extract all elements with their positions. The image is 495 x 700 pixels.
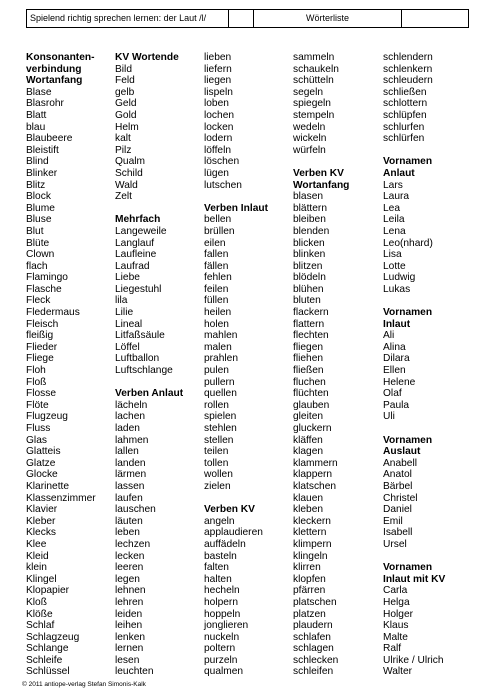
spacer — [115, 203, 183, 215]
word-entry: liefern — [204, 63, 232, 75]
word-entry: lügen — [204, 167, 229, 179]
word-entry: Walter — [383, 666, 413, 678]
word-entry: Fleck — [26, 295, 51, 307]
word-entry: Schild — [115, 167, 143, 179]
word-entry: Helm — [115, 121, 139, 133]
word-entry: schlüpfen — [383, 109, 427, 121]
header-title: Spielend richtig sprechen lernen: der Laut /l/ — [27, 10, 229, 27]
word-entry: liegen — [204, 75, 232, 87]
word-entry: klirren — [293, 562, 321, 574]
word-entry: fehlen — [204, 272, 232, 284]
word-entry: stehlen — [204, 423, 237, 434]
word-entry: poltern — [204, 643, 236, 655]
word-entry: füllen — [204, 295, 229, 307]
spacer — [204, 493, 268, 505]
word-entry: schlürfen — [383, 133, 425, 145]
word-entry: Kloß — [26, 596, 47, 608]
word-entry: Liebe — [115, 272, 140, 284]
word-entry: Lea — [383, 202, 400, 214]
spacer — [383, 551, 445, 563]
word-entry: lächeln — [115, 399, 148, 411]
word-entry: Fleisch — [26, 318, 59, 330]
word-entry: blitzen — [293, 260, 323, 272]
word-entry: Isabell — [383, 527, 413, 539]
word-entry: lila — [115, 295, 128, 307]
word-entry: Kleid — [26, 550, 49, 562]
word-entry: rollen — [204, 399, 229, 411]
section-heading: Konsonanten- — [26, 52, 95, 63]
word-entry: Lilie — [115, 307, 134, 319]
word-entry: leihen — [115, 620, 143, 632]
word-entry: Klee — [26, 538, 47, 550]
word-entry: schleudern — [383, 75, 433, 87]
section-heading: Auslaut — [383, 446, 421, 458]
word-entry: plaudern — [293, 620, 333, 632]
word-entry: Zelt — [115, 191, 132, 203]
word-entry: teilen — [204, 446, 229, 458]
word-entry: platzen — [293, 608, 326, 620]
word-entry: Wald — [115, 179, 138, 191]
word-entry: Leo(nhard) — [383, 237, 433, 249]
word-entry: würfeln — [293, 144, 326, 156]
word-entry: pfärren — [293, 585, 326, 597]
word-entry: Bluse — [26, 214, 52, 226]
word-entry: Schleife — [26, 654, 63, 666]
word-entry: hecheln — [204, 585, 240, 597]
word-entry: Fluss — [26, 423, 51, 434]
word-entry: Laufleine — [115, 249, 157, 261]
word-entry: schaukeln — [293, 63, 339, 75]
word-entry: Laufrad — [115, 260, 150, 272]
word-entry: Floh — [26, 365, 46, 377]
section-heading: Verben KV — [293, 167, 344, 179]
word-entry: stellen — [204, 434, 234, 446]
word-entry: lechzen — [115, 538, 151, 550]
word-entry: Anabell — [383, 457, 417, 469]
word-entry: hoppeln — [204, 608, 241, 620]
word-entry: schlendern — [383, 52, 433, 63]
word-entry: Flosse — [26, 388, 57, 400]
word-entry: Daniel — [383, 504, 412, 516]
word-entry: Löffel — [115, 341, 140, 353]
word-entry: Blitz — [26, 179, 46, 191]
word-entry: Blaubeere — [26, 133, 73, 145]
section-heading: Verben Inlaut — [204, 202, 268, 214]
word-entry: lenken — [115, 631, 146, 643]
word-column-5 — [383, 52, 445, 678]
word-entry: Klopapier — [26, 585, 70, 597]
word-entry: lutschen — [204, 179, 242, 191]
spacer — [383, 295, 445, 307]
word-entry: sammeln — [293, 52, 335, 63]
word-entry: zielen — [204, 480, 231, 492]
word-entry: holen — [204, 318, 229, 330]
header-subtitle: Wörterliste — [254, 10, 402, 27]
word-entry: Helga — [383, 596, 410, 608]
word-entry: schlenkern — [383, 63, 433, 75]
word-entry: leeren — [115, 562, 144, 574]
word-entry: legen — [115, 573, 140, 585]
word-entry: Fliege — [26, 353, 54, 365]
word-entry: flechten — [293, 330, 329, 342]
word-entry: Geld — [115, 98, 137, 110]
spacer — [383, 423, 445, 435]
word-entry: lassen — [115, 480, 145, 492]
word-entry: Blase — [26, 86, 52, 98]
section-heading: Verben KV — [204, 504, 255, 516]
word-entry: Lineal — [115, 318, 143, 330]
word-entry: bellen — [204, 214, 232, 226]
word-entry: blenden — [293, 225, 330, 237]
section-heading: Vornamen — [383, 562, 433, 574]
word-entry: Anatol — [383, 469, 412, 481]
word-entry: blödeln — [293, 272, 326, 284]
spacer — [383, 145, 445, 157]
word-entry: wollen — [204, 469, 233, 481]
word-entry: quellen — [204, 388, 237, 400]
word-entry: Emil — [383, 515, 403, 527]
word-entry: Lotte — [383, 260, 406, 272]
word-entry: leben — [115, 527, 140, 539]
word-entry: wickeln — [293, 133, 327, 145]
word-entry: löschen — [204, 156, 240, 168]
word-entry: Feld — [115, 75, 135, 87]
word-entry: wedeln — [293, 121, 326, 133]
word-entry: gleiten — [293, 411, 324, 423]
word-entry: blinken — [293, 249, 326, 261]
word-entry: Klaus — [383, 620, 409, 632]
word-entry: blau — [26, 121, 46, 133]
word-entry: stempeln — [293, 109, 335, 121]
word-entry: Ursel — [383, 538, 407, 550]
word-entry: loben — [204, 98, 229, 110]
word-entry: Glocke — [26, 469, 58, 481]
header-empty-cell — [402, 10, 468, 27]
word-entry: Blatt — [26, 109, 47, 121]
spacer — [293, 156, 349, 168]
word-entry: klingeln — [293, 550, 328, 562]
word-entry: Liegestuhl — [115, 283, 162, 295]
word-entry: Flöte — [26, 399, 49, 411]
word-entry: Schlaf — [26, 620, 55, 632]
word-entry: lärmen — [115, 469, 147, 481]
word-entry: Glas — [26, 434, 47, 446]
section-heading: Vornamen — [383, 307, 433, 319]
word-entry: Ali — [383, 330, 395, 342]
word-entry: Helene — [383, 376, 416, 388]
section-heading: Anlaut — [383, 167, 415, 179]
word-entry: gluckern — [293, 423, 332, 434]
word-entry: flattern — [293, 318, 325, 330]
word-entry: Lisa — [383, 249, 402, 261]
word-entry: feilen — [204, 283, 229, 295]
word-entry: Dilara — [383, 353, 410, 365]
word-entry: blättern — [293, 202, 327, 214]
word-entry: prahlen — [204, 353, 238, 365]
word-entry: klein — [26, 562, 47, 574]
word-entry: fließen — [293, 365, 324, 377]
word-entry: Lars — [383, 179, 403, 191]
word-entry: pullern — [204, 376, 235, 388]
word-entry: brüllen — [204, 225, 235, 237]
word-entry: kleckern — [293, 515, 331, 527]
word-entry: lochen — [204, 109, 235, 121]
word-entry: Blüte — [26, 237, 50, 249]
word-entry: lodern — [204, 133, 233, 145]
word-entry: schlecken — [293, 654, 339, 666]
word-entry: Klecks — [26, 527, 57, 539]
word-entry: nuckeln — [204, 631, 240, 643]
word-entry: malen — [204, 341, 232, 353]
copyright-footer: © 2011 antiope-verlag Stefan Simonis-Kalk — [22, 681, 146, 688]
word-entry: Paula — [383, 399, 410, 411]
word-entry: Clown — [26, 249, 55, 261]
word-entry: Bärbel — [383, 480, 413, 492]
word-entry: löffeln — [204, 144, 232, 156]
word-entry: blasen — [293, 191, 324, 203]
word-entry: lallen — [115, 446, 139, 458]
word-entry: flackern — [293, 307, 329, 319]
word-column-2 — [115, 52, 183, 678]
word-entry: Langeweile — [115, 225, 167, 237]
word-entry: Carla — [383, 585, 408, 597]
word-entry: kläffen — [293, 434, 323, 446]
word-entry: lehren — [115, 596, 144, 608]
word-column-4 — [293, 52, 349, 678]
word-entry: landen — [115, 457, 146, 469]
word-entry: falten — [204, 562, 229, 574]
word-entry: lahmen — [115, 434, 149, 446]
word-entry: fleißig — [26, 330, 54, 342]
word-entry: Langlauf — [115, 237, 155, 249]
word-entry: Klöße — [26, 608, 53, 620]
section-heading: Wortanfang — [26, 75, 83, 87]
word-entry: platschen — [293, 596, 337, 608]
word-column-3 — [204, 52, 268, 678]
word-entry: blühen — [293, 283, 324, 295]
word-entry: spielen — [204, 411, 237, 423]
word-entry: schließen — [383, 86, 427, 98]
section-heading: Inlaut — [383, 318, 411, 330]
word-entry: Blinker — [26, 167, 58, 179]
word-entry: blicken — [293, 237, 325, 249]
word-entry: Holger — [383, 608, 414, 620]
word-entry: Ellen — [383, 365, 406, 377]
word-entry: Bleistift — [26, 144, 59, 156]
word-entry: Lena — [383, 225, 406, 237]
word-entry: schlafen — [293, 631, 331, 643]
section-heading: KV Wortende — [115, 52, 179, 63]
word-entry: Blut — [26, 225, 44, 237]
word-entry: Lukas — [383, 283, 411, 295]
word-entry: tollen — [204, 457, 229, 469]
header-table — [26, 9, 469, 28]
word-entry: Litfaßsäule — [115, 330, 165, 342]
word-entry: leuchten — [115, 666, 154, 678]
word-entry: holpern — [204, 596, 238, 608]
word-entry: lachen — [115, 411, 146, 423]
word-entry: Klavier — [26, 504, 58, 516]
word-entry: Ralf — [383, 643, 402, 655]
word-entry: schleifen — [293, 666, 334, 678]
word-entry: Schlüssel — [26, 666, 70, 678]
section-heading: verbindung — [26, 63, 82, 75]
word-entry: Schlagzeug — [26, 631, 80, 643]
word-entry: Luftschlange — [115, 365, 173, 377]
word-entry: locken — [204, 121, 234, 133]
spacer — [115, 377, 183, 389]
word-entry: klopfen — [293, 573, 326, 585]
word-entry: Block — [26, 191, 51, 203]
section-heading: Mehrfach — [115, 214, 161, 226]
word-entry: lesen — [115, 654, 140, 666]
word-entry: bluten — [293, 295, 321, 307]
word-entry: heilen — [204, 307, 232, 319]
word-entry: klagen — [293, 446, 324, 458]
word-entry: Kleber — [26, 515, 56, 527]
word-entry: Flasche — [26, 283, 62, 295]
word-entry: Uli — [383, 411, 395, 423]
word-entry: klauen — [293, 492, 324, 504]
word-entry: Malte — [383, 631, 408, 643]
word-entry: qualmen — [204, 666, 244, 678]
word-entry: Ulrike / Ulrich — [383, 654, 444, 666]
word-entry: Qualm — [115, 156, 146, 168]
section-heading: Vornamen — [383, 434, 433, 446]
word-entry: kalt — [115, 133, 131, 145]
word-entry: Blume — [26, 202, 55, 214]
word-entry: lieben — [204, 52, 232, 63]
section-heading: Inlaut mit KV — [383, 573, 446, 585]
word-entry: lauschen — [115, 504, 156, 516]
word-entry: Christel — [383, 492, 418, 504]
section-heading: Wortanfang — [293, 179, 350, 191]
word-entry: bleiben — [293, 214, 326, 226]
word-entry: Blind — [26, 156, 49, 168]
word-entry: Klarinette — [26, 480, 70, 492]
word-entry: Klingel — [26, 573, 57, 585]
word-entry: schlagen — [293, 643, 334, 655]
word-entry: Glatteis — [26, 446, 61, 458]
word-entry: klimpern — [293, 538, 332, 550]
word-entry: flüchten — [293, 388, 329, 400]
word-entry: Flamingo — [26, 272, 68, 284]
word-entry: klammern — [293, 457, 338, 469]
word-entry: auffädeln — [204, 538, 246, 550]
word-entry: mahlen — [204, 330, 238, 342]
word-entry: lecken — [115, 550, 145, 562]
word-entry: Floß — [26, 376, 47, 388]
section-heading: Verben Anlaut — [115, 388, 184, 400]
word-entry: klappern — [293, 469, 333, 481]
word-entry: laden — [115, 423, 140, 434]
word-entry: pulen — [204, 365, 229, 377]
word-entry: fallen — [204, 249, 229, 261]
word-entry: Luftballon — [115, 353, 160, 365]
word-entry: lehnen — [115, 585, 146, 597]
header-empty-cell — [229, 10, 254, 27]
word-entry: spiegeln — [293, 98, 331, 110]
word-entry: angeln — [204, 515, 235, 527]
word-entry: Olaf — [383, 388, 402, 400]
spacer — [204, 191, 268, 203]
word-entry: schütteln — [293, 75, 334, 87]
word-entry: fliegen — [293, 341, 324, 353]
word-entry: klettern — [293, 527, 327, 539]
word-entry: purzeln — [204, 654, 238, 666]
word-entry: basteln — [204, 550, 237, 562]
word-entry: Flugzeug — [26, 411, 68, 423]
word-entry: Blasrohr — [26, 98, 64, 110]
word-entry: Flieder — [26, 341, 58, 353]
word-entry: fällen — [204, 260, 229, 272]
word-entry: segeln — [293, 86, 324, 98]
word-entry: applaudieren — [204, 527, 263, 539]
word-entry: kleben — [293, 504, 324, 516]
word-entry: Gold — [115, 109, 137, 121]
word-entry: Fledermaus — [26, 307, 80, 319]
word-entry: schlottern — [383, 98, 428, 110]
word-entry: flach — [26, 260, 48, 272]
word-column-1 — [26, 52, 96, 678]
word-entry: klatschen — [293, 480, 337, 492]
word-entry: Bild — [115, 63, 132, 75]
word-entry: Pilz — [115, 144, 132, 156]
word-entry: eilen — [204, 237, 226, 249]
word-entry: leiden — [115, 608, 143, 620]
word-entry: Laura — [383, 191, 410, 203]
word-entry: jonglieren — [204, 620, 249, 632]
word-entry: lispeln — [204, 86, 233, 98]
section-heading: Vornamen — [383, 156, 433, 168]
word-entry: lernen — [115, 643, 144, 655]
word-entry: fliehen — [293, 353, 324, 365]
word-entry: Schlange — [26, 643, 69, 655]
word-entry: läuten — [115, 515, 143, 527]
word-entry: halten — [204, 573, 232, 585]
word-entry: Leila — [383, 214, 405, 226]
word-entry: gelb — [115, 86, 135, 98]
word-entry: fluchen — [293, 376, 326, 388]
word-entry: Glatze — [26, 457, 56, 469]
word-entry: Klassenzimmer — [26, 492, 96, 504]
word-entry: laufen — [115, 492, 143, 504]
word-entry: glauben — [293, 399, 330, 411]
word-entry: schlurfen — [383, 121, 425, 133]
word-entry: Ludwig — [383, 272, 416, 284]
word-entry: Alina — [383, 341, 406, 353]
